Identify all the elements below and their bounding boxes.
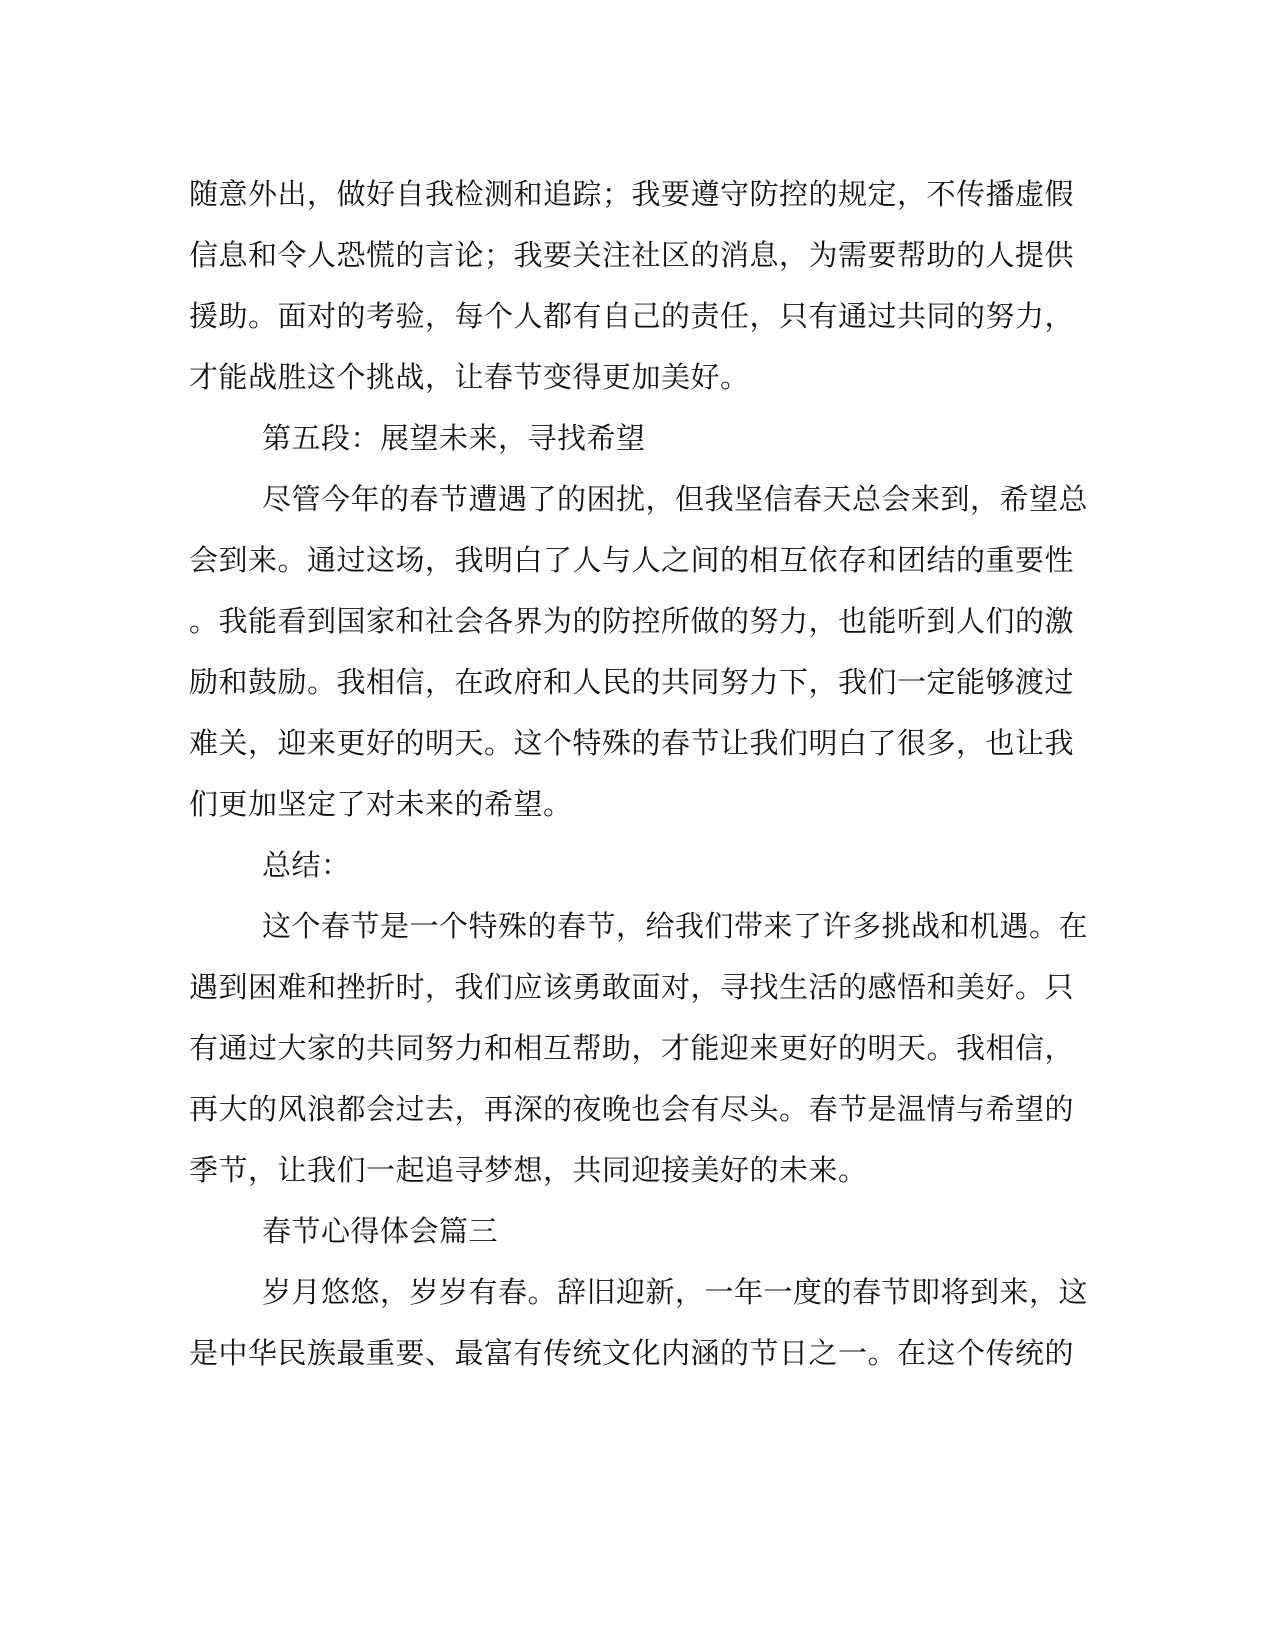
heading-line: 总结： bbox=[262, 848, 351, 882]
heading-line: 第五段：展望未来，寻找希望 bbox=[262, 421, 646, 455]
paragraph-summary bbox=[189, 896, 1089, 1201]
paragraph-continuation bbox=[189, 164, 1079, 408]
text-line: 才能战胜这个挑战，让春节变得更加美好。 bbox=[189, 360, 750, 394]
text-line: 这个春节是一个特殊的春节，给我们带来了许多挑战和机遇。在 bbox=[262, 909, 1089, 943]
text-line: 随意外出，做好自我检测和追踪；我要遵守防控的规定，不传播虚假 bbox=[189, 177, 1075, 211]
text-line: 是中华民族最重要、最富有传统文化内涵的节日之一。在这个传统的 bbox=[189, 1336, 1075, 1370]
section-heading-part-five bbox=[189, 408, 1079, 469]
document-body bbox=[189, 164, 1089, 1384]
text-line: 们更加坚定了对未来的希望。 bbox=[189, 787, 573, 821]
text-line: 会到来。通过这场，我明白了人与人之间的相互依存和团结的重要性 bbox=[189, 543, 1075, 577]
paragraph-hope bbox=[189, 469, 1089, 835]
text-line: 再大的风浪都会过去，再深的夜晚也会有尽头。春节是温情与希望的 bbox=[189, 1092, 1075, 1126]
text-line: 遇到困难和挫折时，我们应该勇敢面对，寻找生活的感悟和美好。只 bbox=[189, 970, 1075, 1004]
text-line: 岁月悠悠，岁岁有春。辞旧迎新，一年一度的春节即将到来，这 bbox=[262, 1275, 1089, 1309]
text-line: 难关，迎来更好的明天。这个特殊的春节让我们明白了很多，也让我 bbox=[189, 726, 1075, 760]
text-line: 援助。面对的考验，每个人都有自己的责任，只有通过共同的努力， bbox=[189, 299, 1075, 333]
text-line: 励和鼓励。我相信，在政府和人民的共同努力下，我们一定能够渡过 bbox=[189, 665, 1075, 699]
section-heading-summary bbox=[189, 835, 1079, 896]
text-line: 信息和令人恐慌的言论；我要关注社区的消息，为需要帮助的人提供 bbox=[189, 238, 1075, 272]
text-line: 。我能看到国家和社会各界为的防控所做的努力，也能听到人们的激 bbox=[189, 604, 1075, 638]
text-line: 季节，让我们一起追寻梦想，共同迎接美好的未来。 bbox=[189, 1153, 868, 1187]
paragraph-part-three-intro bbox=[189, 1262, 1089, 1384]
heading-line: 春节心得体会篇三 bbox=[262, 1214, 499, 1248]
text-line: 尽管今年的春节遭遇了的困扰，但我坚信春天总会来到，希望总 bbox=[262, 482, 1089, 516]
text-line: 有通过大家的共同努力和相互帮助，才能迎来更好的明天。我相信， bbox=[189, 1031, 1075, 1065]
section-heading-part-three bbox=[189, 1201, 1079, 1262]
